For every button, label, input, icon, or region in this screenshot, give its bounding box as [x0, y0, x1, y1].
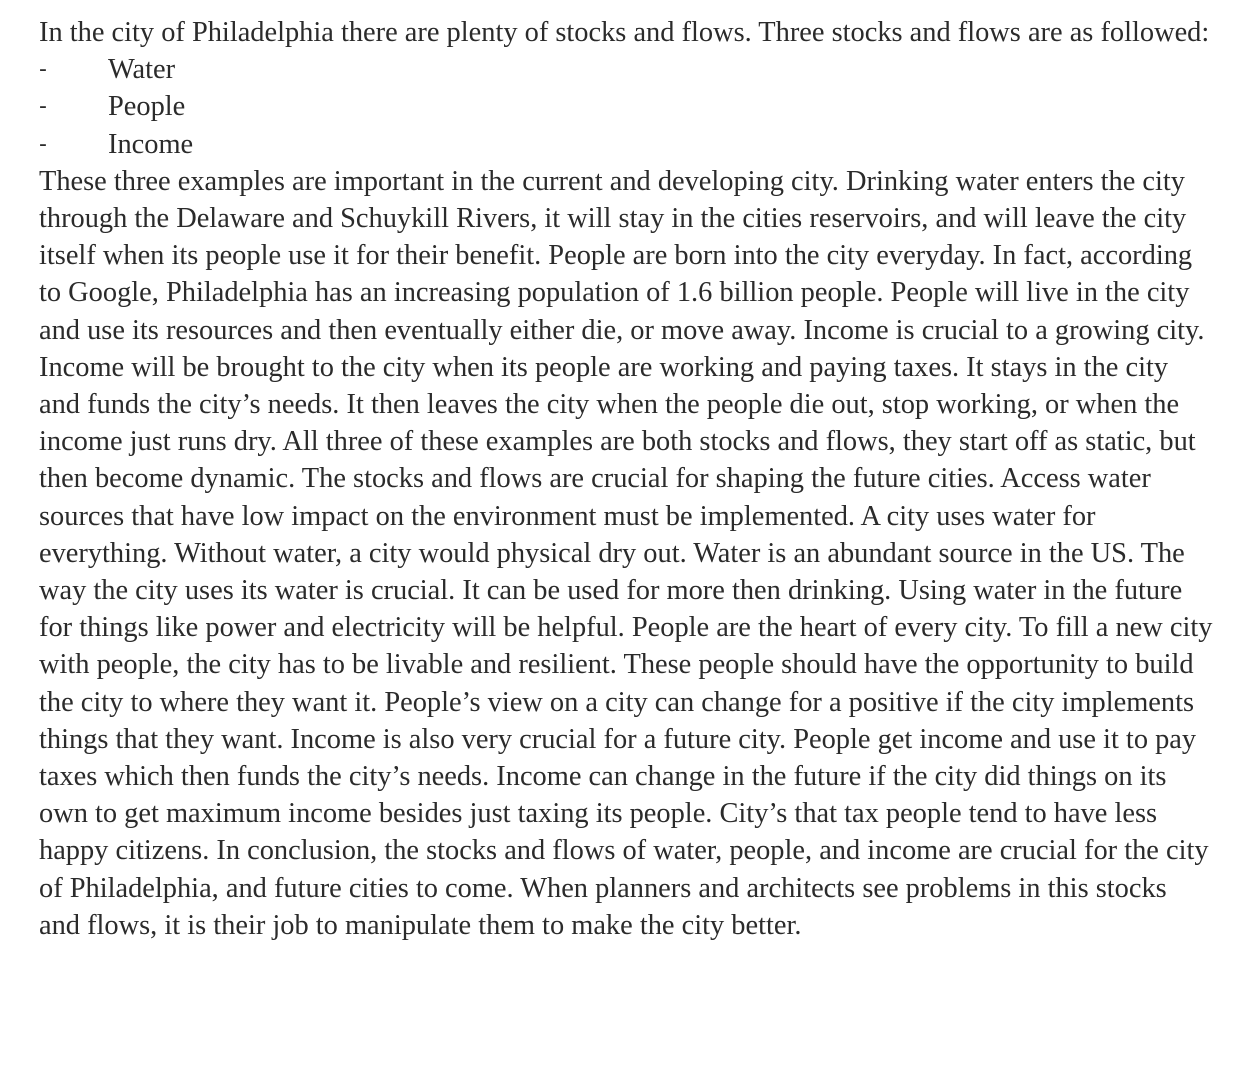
- document-page: [39, 14, 1214, 944]
- bullet-marker: -: [39, 131, 47, 157]
- list-item-label: Water: [108, 54, 176, 86]
- list-item: [39, 88, 1214, 125]
- list-item-label: Income: [108, 128, 194, 160]
- stocks-list: [39, 51, 1214, 163]
- body-paragraph: These three examples are important in the current and developing city. Drinking water enters the city through the Delaware and Schuykill Rivers, it will stay in the cities reservoirs, and will leave the city itself when its people use it for their benefit. People are born into the city everyday. In fact, according to Google, Philadelphia has an increasing population of 1.6 billion people. People will live in the city and use its resources and then eventually either die, or move away. Income is crucial to a growing city. Income will be brought to the city when its people are working and paying taxes. It stays in the city and funds the city’s needs. It then leaves the city when the people die out, stop working, or when the income just runs dry. All three of these examples are both stocks and flows, they start off as static, but then become dynamic. The stocks and flows are crucial for shaping the future cities. Access water sources that have low impact on the environment must be implemented. A city uses water for everything. Without water, a city would physical dry out. Water is an abundant source in the US. The way the city uses its water is crucial. It can be used for more then drinking. Using water in the future for things like power and electricity will be helpful. People are the heart of every city. To fill a new city with people, the city has to be livable and resilient. These people should have the opportunity to build the city to where they want it. People’s view on a city can change for a positive if the city implements things that they want. Income is also very crucial for a future city. People get income and use it to pay taxes which then funds the city’s needs. Income can change in the future if the city did things on its own to get maximum income besides just taxing its people. City’s that tax people tend to have less happy citizens. In conclusion, the stocks and flows of water, people, and income are crucial for the city of Philadelphia, and future cities to come. When planners and architects see problems in this stocks and flows, it is their job to manipulate them to make the city better.: [39, 165, 1213, 941]
- intro-paragraph: In the city of Philadelphia there are plenty of stocks and flows. Three stocks and flows are as followed:: [39, 17, 1210, 48]
- bullet-marker: -: [39, 57, 47, 83]
- list-item: [39, 126, 1214, 163]
- bullet-marker: -: [39, 94, 47, 120]
- list-item-label: People: [108, 91, 186, 123]
- list-item: [39, 51, 1214, 88]
